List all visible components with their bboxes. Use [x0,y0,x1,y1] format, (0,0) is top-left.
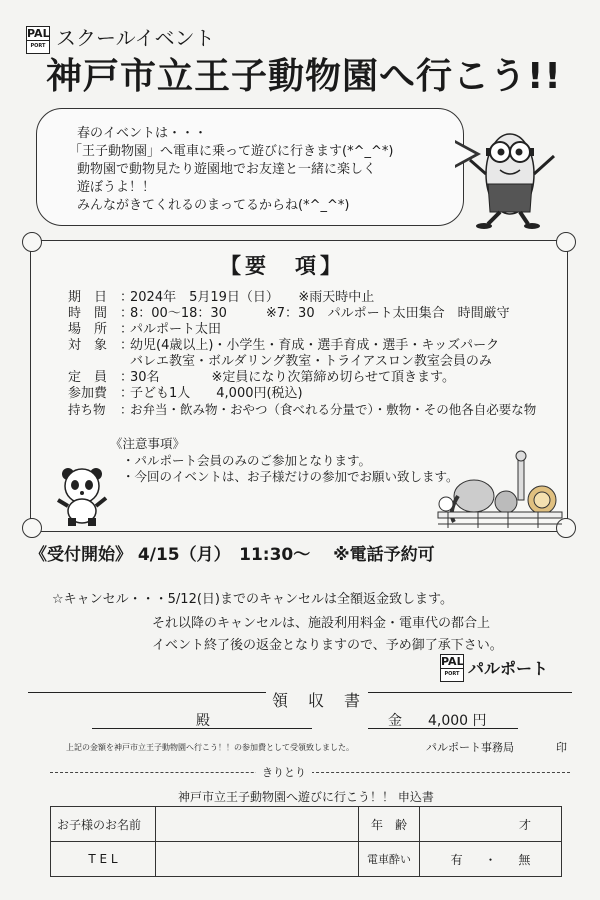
scroll-curl-top-right [556,232,576,252]
palport-logo-footer: PAL PORT [440,654,464,682]
detail-row-target: 対 象 ：幼児(4歳以上)・小学生・育成・選手育成・選手・キッズパーク [68,338,500,353]
motion-sickness-label: 電車酔い [359,842,420,877]
child-name-label: お子様のお名前 [51,807,156,842]
speech-bubble [36,108,464,226]
page-title: 神戸市立王子動物園へ行こう!! [46,56,562,97]
cancel-policy-line: イベント終了後の返金となりますので、予め御了承下さい。 [152,638,503,653]
minion-illustration [468,112,578,232]
brand-name: パルポート [468,659,549,678]
note-item: ・パルポート会員のみのご参加となります。 [122,453,372,468]
bubble-line: 春のイベントは・・・ [77,126,208,141]
cancel-policy-line: それ以降のキャンセルは、施設利用料金・電車代の都合上 [152,616,491,631]
detail-row-capacity: 定 員 ：30名 ※定員になり次第締め切らせて頂きます。 [68,370,456,385]
addressee-underline [92,728,312,729]
motion-sickness-yes[interactable]: 有 [450,852,463,867]
child-name-field[interactable] [156,807,359,842]
cancel-policy-line: ☆キャンセル・・・5/12(日)までのキャンセルは全額返金致します。 [52,592,453,607]
detail-row-fee: 参加費 ：子ども1人 4,000円(税込) [68,386,303,401]
detail-row-place: 場 所 ：パルポート太田 [68,322,222,337]
scroll-curl-bottom-left [22,518,42,538]
bubble-line: 「王子動物園」へ電車に乗って遊びに行きます(*^_^*) [69,144,394,159]
application-title: 神戸市立王子動物園へ遊びに行こう！！ 申込書 [178,790,434,804]
bubble-line: 遊ぼうよ！！ [77,180,156,195]
event-category-label: スクールイベント [56,26,215,50]
bubble-line: 動物園で動物見たり遊園地でお友達と一緒に楽しく [77,162,377,177]
receipt-issuer: パルポート事務局 [426,741,514,754]
cut-line-label: きりとり [256,764,312,780]
motion-sickness-no[interactable]: 無 [518,852,531,867]
motion-sickness-separator: ・ [484,852,497,867]
tel-field[interactable] [156,842,359,877]
detail-row-date: 期 日 ：2024年 5月19日（日） ※雨天時中止 [68,290,375,305]
receipt-seal-mark: 印 [556,741,567,754]
application-form [50,806,562,877]
reception-start-info: 《受付開始》 4/15（月） 11:30〜 ※電話予約可 [30,545,435,565]
detail-row-time: 時 間 ：8：00〜18：30 ※7：30 パルポート太田集合 時間厳守 [68,306,510,321]
palport-logo: PAL PORT [26,26,50,54]
amount-underline [368,728,518,729]
scroll-curl-top-left [22,232,42,252]
receipt-title: 領 収 書 [266,688,368,711]
panda-illustration [52,466,112,526]
receipt-addressee-suffix: 殿 [196,713,210,729]
age-label: 年 齢 [359,807,420,842]
detail-row-belongings: 持ち物 ：お弁当・飲み物・おやつ（食べれる分量で）・敷物・その他各自必要な物 [68,402,537,417]
details-heading: 【要 項】 [220,254,345,278]
receipt-amount: 4,000 円 [428,713,487,729]
tel-label: T E L [51,842,156,877]
notes-title: 《注意事項》 [110,436,186,451]
age-field[interactable] [420,807,562,842]
age-unit: 才 [518,817,531,832]
receipt-amount-label: 金 [388,713,402,729]
zoo-animals-illustration [438,452,562,530]
receipt-statement: 上記の金額を神戸市立王子動物園へ行こう！！の参加費として受領致しました。 [66,743,354,752]
detail-row-target-continued: バレエ教室・ボルダリング教室・トライアスロン教室会員のみ [130,354,492,369]
bubble-line: みんながきてくれるのまってるからね(*^_^*) [77,198,350,213]
note-item: ・今回のイベントは、お子様だけの参加でお願い致します。 [122,469,459,484]
motion-sickness-choice[interactable] [420,842,562,877]
